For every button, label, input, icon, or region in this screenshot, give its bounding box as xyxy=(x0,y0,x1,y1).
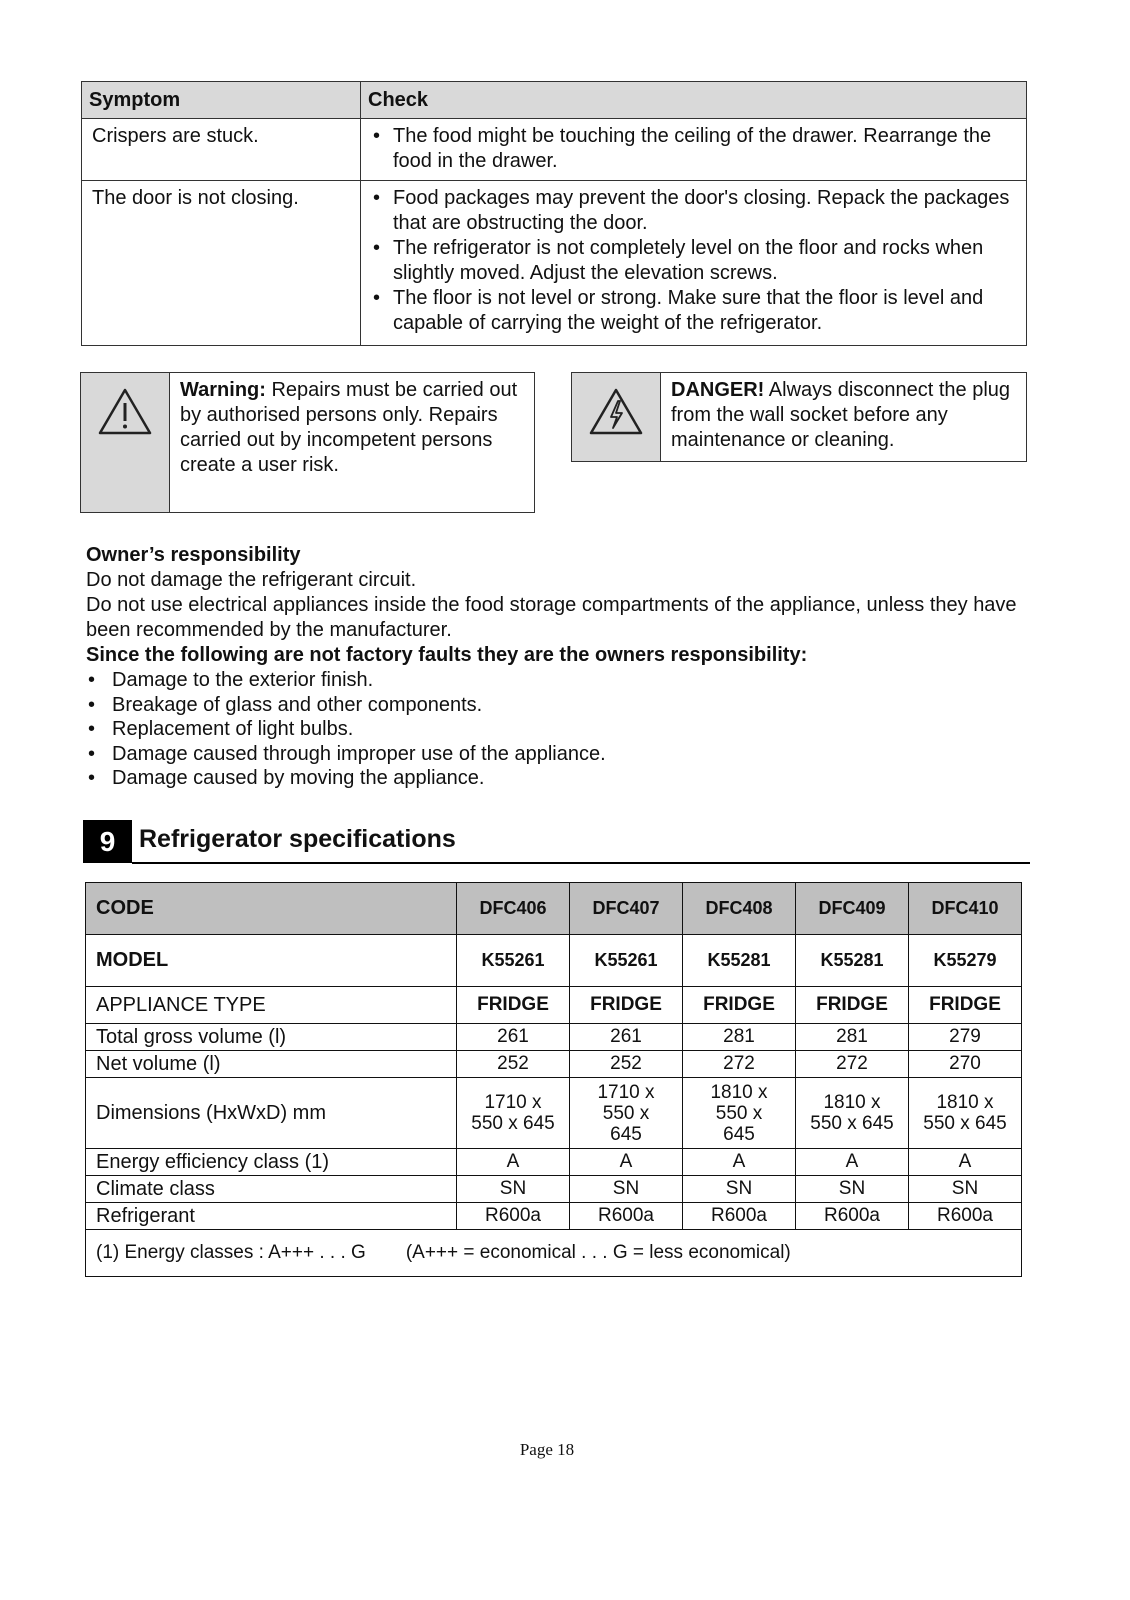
climate-class-cell: SN xyxy=(909,1176,1022,1203)
appliance-type-row xyxy=(86,987,1022,1024)
symptom-header: Symptom xyxy=(82,82,361,119)
energy-class-cell: A xyxy=(796,1149,909,1176)
refrigerant-label: Refrigerant xyxy=(86,1203,457,1230)
dimensions-line: 550 x xyxy=(602,1102,650,1124)
net-volume-cell: 270 xyxy=(909,1051,1022,1078)
code-label: CODE xyxy=(86,883,457,935)
owner-title: Owner’s responsibility xyxy=(86,544,301,566)
check-header: Check xyxy=(361,82,1027,119)
gross-volume-cell: 281 xyxy=(683,1024,796,1051)
owner-line: Do not damage the refrigerant circuit. xyxy=(86,569,417,591)
model-cell: K55261 xyxy=(457,935,570,987)
section-divider xyxy=(132,862,1030,864)
footnote-row xyxy=(86,1230,1022,1277)
check-item: • Food packages may prevent the door's closing. Repack the packages that are obstructing the door. xyxy=(371,186,1016,236)
symptom-cell: The door is not closing. xyxy=(82,181,361,346)
refrigerant-cell: R600a xyxy=(683,1203,796,1230)
gross-volume-cell: 281 xyxy=(796,1024,909,1051)
section-number: 9 xyxy=(83,820,132,863)
check-list xyxy=(371,124,1016,174)
climate-class-label: Climate class xyxy=(86,1176,457,1203)
footnote-cell xyxy=(86,1230,1022,1277)
dimensions-cell xyxy=(457,1078,570,1149)
climate-class-row xyxy=(86,1176,1022,1203)
danger-label: DANGER! xyxy=(671,379,765,401)
gross-volume-cell: 279 xyxy=(909,1024,1022,1051)
footnote-classes: (1) Energy classes : A+++ . . . G xyxy=(96,1242,366,1263)
appliance-type-label: APPLIANCE TYPE xyxy=(86,987,457,1024)
refrigerant-row xyxy=(86,1203,1022,1230)
troubleshooting-table xyxy=(81,81,1027,346)
gross-volume-cell: 261 xyxy=(457,1024,570,1051)
code-cell: DFC406 xyxy=(457,883,570,935)
energy-class-cell: A xyxy=(457,1149,570,1176)
warning-triangle-icon xyxy=(97,387,153,437)
owner-line: Do not use electrical appliances inside the food storage compartments of the appliance, unless they have been recommended by the manufacturer. xyxy=(86,594,1017,641)
list-item: • Replacement of light bulbs. xyxy=(86,717,1046,742)
warning-box xyxy=(80,372,535,513)
appliance-type-cell: FRIDGE xyxy=(796,987,909,1024)
owner-bold-line: Since the following are not factory faults they are the owners responsibility: xyxy=(86,644,808,666)
code-row xyxy=(86,883,1022,935)
gross-volume-cell: 261 xyxy=(570,1024,683,1051)
spec-table xyxy=(85,882,1022,1277)
electric-hazard-icon xyxy=(588,387,644,437)
refrigerant-cell: R600a xyxy=(909,1203,1022,1230)
net-volume-cell: 272 xyxy=(683,1051,796,1078)
model-cell: K55261 xyxy=(570,935,683,987)
climate-class-cell: SN xyxy=(570,1176,683,1203)
list-item: • Damage caused by moving the appliance. xyxy=(86,766,1046,791)
check-cell xyxy=(361,181,1027,346)
dimensions-line: 1810 x xyxy=(823,1092,881,1113)
dimensions-line: 550 x 645 xyxy=(810,1113,894,1134)
page-number: Page 18 xyxy=(519,1440,575,1459)
warning-text xyxy=(170,373,534,512)
net-volume-cell: 252 xyxy=(457,1051,570,1078)
check-cell xyxy=(361,119,1027,181)
danger-text xyxy=(661,373,1026,461)
dimensions-line: 645 xyxy=(610,1123,642,1145)
symptom-cell: Crispers are stuck. xyxy=(82,119,361,181)
refrigerant-cell: R600a xyxy=(570,1203,683,1230)
dimensions-line: 550 x 645 xyxy=(923,1113,1007,1134)
energy-class-cell: A xyxy=(909,1149,1022,1176)
climate-class-cell: SN xyxy=(796,1176,909,1203)
net-volume-cell: 252 xyxy=(570,1051,683,1078)
net-volume-label: Net volume (l) xyxy=(86,1051,457,1078)
climate-class-cell: SN xyxy=(683,1176,796,1203)
code-cell: DFC408 xyxy=(683,883,796,935)
energy-class-label: Energy efficiency class (1) xyxy=(86,1149,457,1176)
dimensions-line: 1810 x xyxy=(936,1092,994,1113)
section-title: Refrigerator specifications xyxy=(139,825,456,853)
dimensions-line: 1810 x xyxy=(710,1081,768,1103)
dimensions-line: 645 xyxy=(723,1123,755,1145)
warning-icon-cell xyxy=(81,373,170,512)
climate-class-cell: SN xyxy=(457,1176,570,1203)
check-item: • The food might be touching the ceiling of the drawer. Rearrange the food in the drawer. xyxy=(371,124,1016,174)
dimensions-line: 550 x xyxy=(715,1102,763,1124)
model-cell: K55281 xyxy=(796,935,909,987)
dimensions-cell xyxy=(683,1078,796,1149)
model-label: MODEL xyxy=(86,935,457,987)
refrigerant-cell: R600a xyxy=(457,1203,570,1230)
appliance-type-cell: FRIDGE xyxy=(909,987,1022,1024)
dimensions-label: Dimensions (HxWxD) mm xyxy=(86,1078,457,1149)
gross-volume-row xyxy=(86,1024,1022,1051)
energy-class-cell: A xyxy=(570,1149,683,1176)
net-volume-cell: 272 xyxy=(796,1051,909,1078)
dimensions-cell xyxy=(570,1078,683,1149)
owner-responsibility-section xyxy=(86,543,1046,791)
model-cell: K55281 xyxy=(683,935,796,987)
dimensions-line: 1710 x xyxy=(597,1081,655,1103)
owner-list xyxy=(86,668,1046,791)
dimensions-cell xyxy=(796,1078,909,1149)
danger-icon-cell xyxy=(572,373,661,461)
list-item: • Breakage of glass and other components. xyxy=(86,693,1046,718)
dimensions-cell xyxy=(909,1078,1022,1149)
warning-label: Warning: xyxy=(180,379,266,401)
danger-box xyxy=(571,372,1027,462)
net-volume-row xyxy=(86,1051,1022,1078)
check-item: • The floor is not level or strong. Make sure that the floor is level and capable of carrying the weight of the refrigerator. xyxy=(371,286,1016,336)
appliance-type-cell: FRIDGE xyxy=(683,987,796,1024)
energy-class-cell: A xyxy=(683,1149,796,1176)
check-list xyxy=(371,186,1016,336)
table-row xyxy=(82,119,1027,181)
appliance-type-cell: FRIDGE xyxy=(457,987,570,1024)
energy-class-row xyxy=(86,1149,1022,1176)
model-cell: K55279 xyxy=(909,935,1022,987)
warning-body: Repairs must be carried out by authorised persons only. Repairs carried out by incompetent persons create a user risk. xyxy=(180,379,518,476)
model-row xyxy=(86,935,1022,987)
table-row xyxy=(82,181,1027,346)
list-item: • Damage caused through improper use of the appliance. xyxy=(86,742,1046,767)
refrigerant-cell: R600a xyxy=(796,1203,909,1230)
check-item: • The refrigerator is not completely level on the floor and rocks when slightly moved. Adjust the elevation screws. xyxy=(371,236,1016,286)
dimensions-line: 1710 x xyxy=(484,1092,542,1113)
dimensions-row xyxy=(86,1078,1022,1149)
gross-volume-label: Total gross volume (l) xyxy=(86,1024,457,1051)
code-cell: DFC409 xyxy=(796,883,909,935)
code-cell: DFC410 xyxy=(909,883,1022,935)
danger-body: Always disconnect the plug from the wall socket before any maintenance or cleaning. xyxy=(671,379,1011,451)
appliance-type-cell: FRIDGE xyxy=(570,987,683,1024)
list-item: • Damage to the exterior finish. xyxy=(86,668,1046,693)
troubleshooting-header-row xyxy=(82,82,1027,119)
code-cell: DFC407 xyxy=(570,883,683,935)
dimensions-line: 550 x 645 xyxy=(471,1113,555,1134)
footnote-legend: (A+++ = economical . . . G = less economical) xyxy=(405,1242,791,1263)
